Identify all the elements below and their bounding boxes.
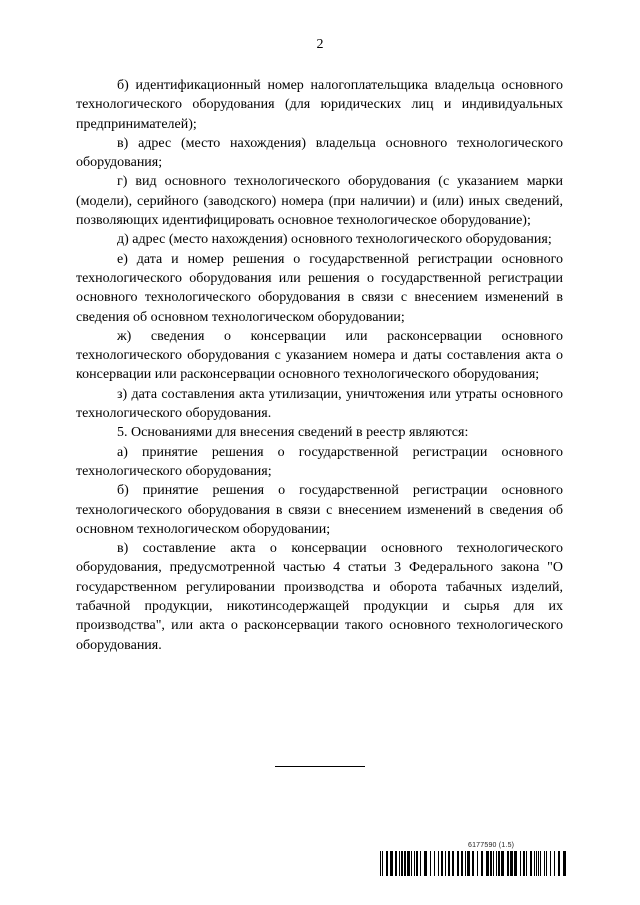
- paragraph-v-conservation-act: в) составление акта о консервации основного технологического оборудования, предусмотренной частью 4 статьи 3 Федерального закона "О государственном регулировании производства и оборота табачных изделий, табачной продукции, никотинсодержащей продукции и сырья для их производства", или акта о расконсервации такого основного технологического оборудования.: [76, 541, 563, 653]
- closing-separator-line: [275, 766, 365, 767]
- paragraph-5-grounds-heading: 5. Основаниями для внесения сведений в реестр являются:: [117, 425, 469, 441]
- paragraph-b-registration-changes: б) принятие решения о государственной регистрации основного технологического оборудования в связи с внесением изменений в сведения об основном технологическом оборудовании;: [76, 483, 563, 537]
- paragraph-b-taxpayer-id: б) идентификационный номер налогоплательщика владельца основного технологического оборудования (для юридических лиц и индивидуальных предпринимателей);: [76, 78, 563, 132]
- paragraph-g-equipment-type: г) вид основного технологического оборудования (с указанием марки (модели), серийного (заводского) номера (при наличии) и (или) иных сведений, позволяющих идентифицировать основное технологическое оборудование);: [76, 174, 563, 229]
- barcode-image: [380, 851, 566, 876]
- paragraph-zh-conservation: ж) сведения о консервации или расконсервации основного технологического оборудования с указанием номера и даты составления акта о консервации или расконсервации основного технологического оборудования;: [76, 328, 563, 383]
- paragraph-v-owner-address: в) адрес (место нахождения) владельца основного технологического оборудования;: [76, 135, 563, 171]
- document-body: [76, 76, 563, 655]
- paragraph-d-equipment-address: д) адрес (место нахождения) основного технологического оборудования;: [117, 232, 552, 248]
- paragraph-e-registration-decision: е) дата и номер решения о государственной регистрации основного технологического оборудования или решения о государственной регистрации основного технологического оборудования в связи с внесением изменений в сведения об основном технологическом оборудовании;: [76, 251, 563, 325]
- paragraph-z-disposal-act: з) дата составления акта утилизации, уничтожения или утраты основного технологического оборудования.: [76, 386, 563, 422]
- barcode-number-label: 6177590 (1.5): [468, 842, 515, 849]
- paragraph-a-registration: а) принятие решения о государственной регистрации основного технологического оборудования;: [76, 444, 563, 479]
- page-number: 2: [316, 37, 324, 52]
